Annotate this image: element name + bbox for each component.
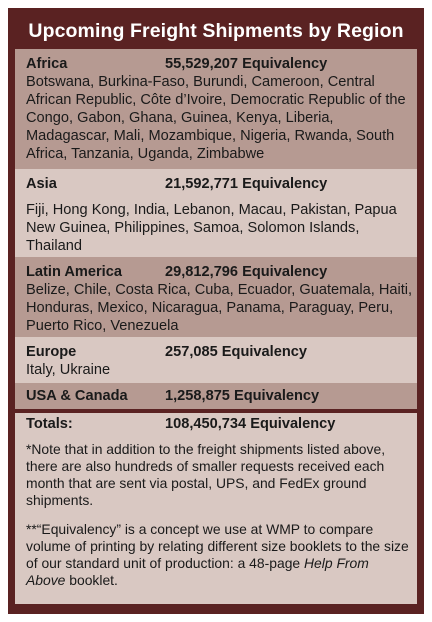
region-row-africa	[15, 49, 417, 169]
equivalency-note-text: **“Equivalency” is a concept we use at WMP to compare volume of printing by relating different size booklets to the size of our standard unit of production: a 48-page	[26, 521, 409, 571]
region-countries: Fiji, Hong Kong, India, Lebanon, Macau, Pakistan, Papua New Guinea, Philippines, Samoa, Solomon Islands, Thailand	[26, 202, 397, 254]
totals-row	[15, 413, 417, 435]
region-header	[26, 387, 417, 405]
region-name: Africa	[26, 56, 68, 72]
region-name: Europe	[26, 344, 77, 360]
region-value: 29,812,796 Equivalency	[165, 264, 328, 280]
freight-shipments-card	[8, 8, 424, 614]
region-header	[26, 343, 417, 361]
region-header	[26, 55, 417, 73]
region-row-asia	[15, 169, 417, 257]
totals-value: 108,450,734 Equivalency	[165, 416, 336, 432]
footnotes	[15, 435, 417, 604]
totals-label: Totals:	[26, 416, 73, 432]
region-countries: Botswana, Burkina-Faso, Burundi, Cameroon, Central African Republic, Côte d’Ivoire, Democratic Republic of the Congo, Gabon, Ghana, Guinea, Kenya, Liberia, Madagascar, Mali, Mozambique, Nigeria, Rwanda, South Africa, Tanzania, Uganda, Zimbabwe	[26, 74, 406, 162]
card-title: Upcoming Freight Shipments by Region	[28, 20, 404, 42]
region-name: Latin America	[26, 264, 122, 280]
region-value: 55,529,207 Equivalency	[165, 56, 328, 72]
region-header	[26, 263, 417, 281]
region-countries: Italy, Ukraine	[26, 362, 111, 378]
regions-table	[15, 49, 417, 604]
totals-header	[26, 415, 417, 433]
equivalency-note-end: booklet.	[65, 572, 118, 588]
region-header	[26, 175, 417, 193]
region-countries: Belize, Chile, Costa Rica, Cuba, Ecuador, Guatemala, Haiti, Honduras, Mexico, Nicaragua, Panama, Paraguay, Peru, Puerto Rico, Venezuela	[26, 282, 413, 334]
region-value: 257,085 Equivalency	[165, 344, 307, 360]
freight-note: *Note that in addition to the freight shipments listed above, there are also hundreds of smaller requests received each month that are sent via postal, UPS, and FedEx ground shipments.	[26, 441, 386, 508]
equivalency-note	[26, 521, 409, 589]
region-row-europe	[15, 337, 417, 383]
region-name: USA & Canada	[26, 388, 128, 404]
region-row-latin-america	[15, 257, 417, 337]
region-name: Asia	[26, 176, 57, 192]
booklet-title: Help From Above	[26, 555, 369, 588]
region-value: 21,592,771 Equivalency	[165, 176, 328, 192]
region-row-usa-canada	[15, 383, 417, 409]
region-value: 1,258,875 Equivalency	[165, 388, 320, 404]
